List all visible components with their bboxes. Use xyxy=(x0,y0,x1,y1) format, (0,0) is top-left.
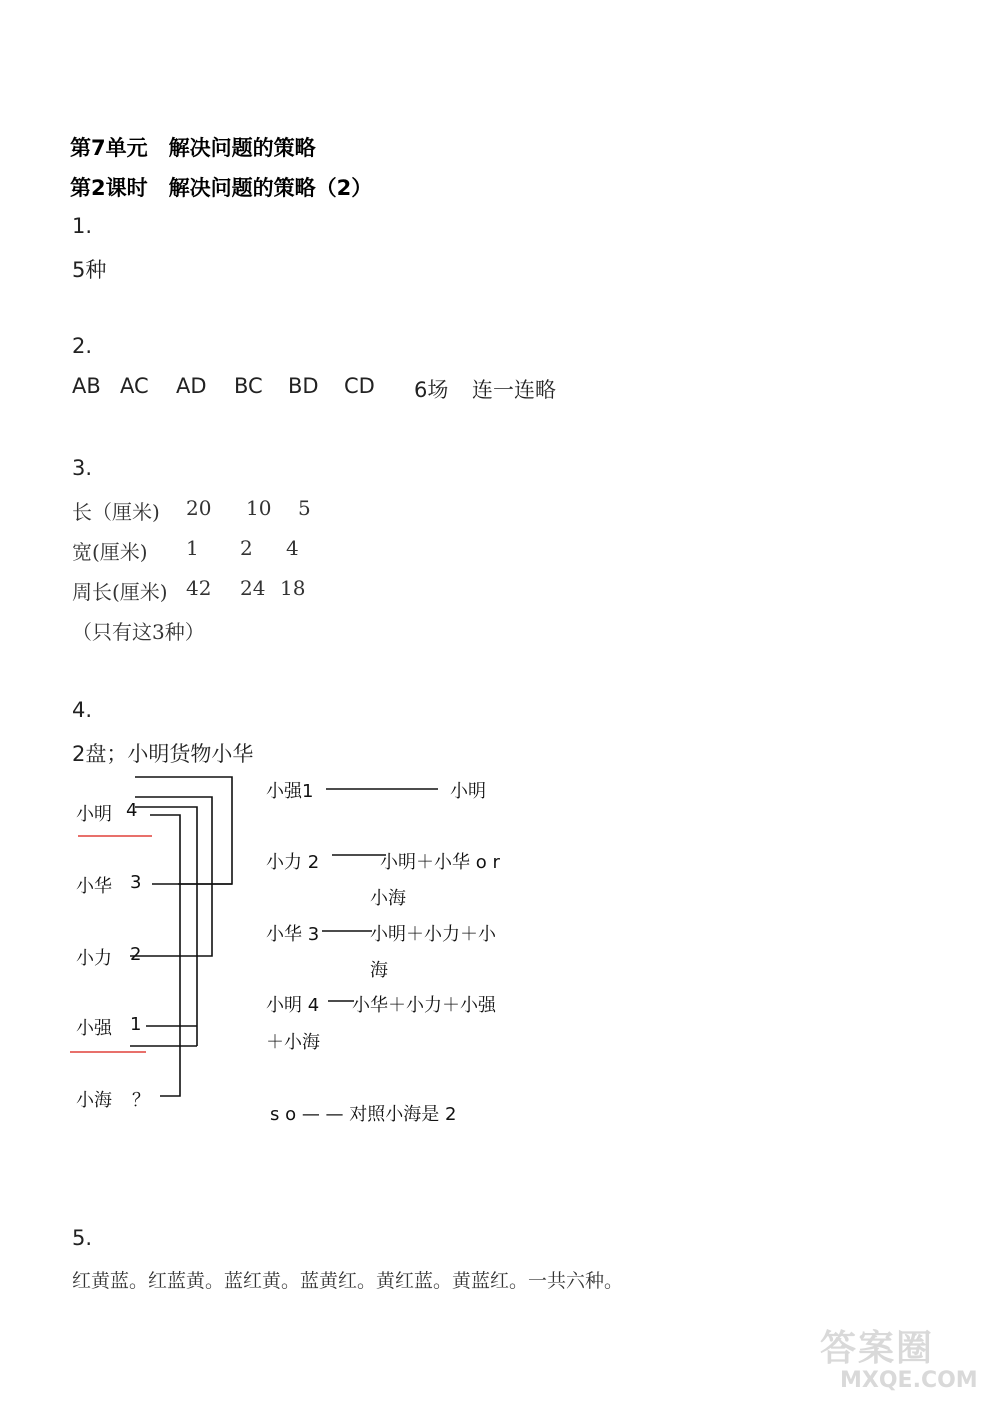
pair-item: BC xyxy=(234,374,263,398)
bracket-line xyxy=(135,777,232,884)
person-name: 小华 xyxy=(76,876,112,897)
row-label-length: 长（厘米) xyxy=(72,500,160,524)
watermark-logo xyxy=(820,1320,980,1393)
person-count: 2 xyxy=(130,944,142,965)
pair-item: AB xyxy=(72,374,101,398)
person-count: 3 xyxy=(130,872,142,893)
watermark-url: MXQE.COM xyxy=(840,1368,978,1393)
row-label-perimeter: 周长(厘米) xyxy=(72,580,168,604)
rule-left: 小华 3 xyxy=(266,924,320,945)
person-count: ？ xyxy=(132,1090,150,1111)
pair-item: BD xyxy=(288,374,319,398)
question-2-number: 2. xyxy=(72,334,93,358)
table-cell: 18 xyxy=(280,576,306,600)
person-name: 小明 xyxy=(76,804,112,825)
rule-right: 小明＋小华 o r xyxy=(380,852,500,873)
person-name: 小海 xyxy=(76,1090,112,1111)
question-1-number: 1. xyxy=(72,214,93,238)
rule-right: 小华＋小力＋小强 xyxy=(352,995,496,1016)
question-5-number: 5. xyxy=(72,1226,93,1250)
question-3-number: 3. xyxy=(72,456,93,480)
table-cell: 42 xyxy=(186,576,212,600)
question-5-answer: 红黄蓝。红蓝黄。蓝红黄。蓝黄红。黄红蓝。黄蓝红。一共六种。 xyxy=(72,1270,624,1292)
person-count: 4 xyxy=(126,800,138,821)
table-cell: 20 xyxy=(186,496,212,520)
question-4-number: 4. xyxy=(72,698,93,722)
rule-right: 小明＋小力＋小 xyxy=(370,924,496,945)
rule-left: 小明 4 xyxy=(266,995,320,1016)
connect-note: 连一连略 xyxy=(472,378,556,402)
pair-item: CD xyxy=(344,374,375,398)
person-name: 小力 xyxy=(76,948,112,969)
table-cell: 2 xyxy=(240,536,253,560)
pair-item: AC xyxy=(120,374,149,398)
question-4-conclusion: s o — — 对照小海是 2 xyxy=(270,1104,457,1125)
question-1-answer: 5种 xyxy=(72,258,107,282)
rule-continuation: 小海 xyxy=(370,888,406,909)
unit-title: 第7单元 解决问题的策略 xyxy=(70,136,316,160)
pair-item: AD xyxy=(176,374,207,398)
table-cell: 10 xyxy=(246,496,272,520)
watermark-text: 答案圈 xyxy=(820,1328,935,1369)
lesson-title: 第2课时 解决问题的策略（2） xyxy=(70,176,373,200)
bracket-line xyxy=(130,797,212,956)
question-4-answer: 2盘；小明货物小华 xyxy=(72,742,254,766)
rule-left: 小力 2 xyxy=(266,852,320,873)
row-label-width: 宽(厘米) xyxy=(72,540,148,564)
table-cell: 24 xyxy=(240,576,266,600)
person-name: 小强 xyxy=(76,1018,112,1039)
match-count: 6场 xyxy=(414,378,449,402)
rule-left: 小强1 xyxy=(266,781,314,802)
bracket-line xyxy=(135,807,197,1046)
table-cell: 1 xyxy=(186,536,199,560)
rule-continuation: ＋小海 xyxy=(266,1032,320,1053)
question-3-note: （只有这3种） xyxy=(72,620,205,644)
rule-right: 小明 xyxy=(450,781,486,802)
table-cell: 4 xyxy=(286,536,299,560)
table-cell: 5 xyxy=(298,496,311,520)
person-count: 1 xyxy=(130,1014,142,1035)
rule-continuation: 海 xyxy=(370,960,388,981)
